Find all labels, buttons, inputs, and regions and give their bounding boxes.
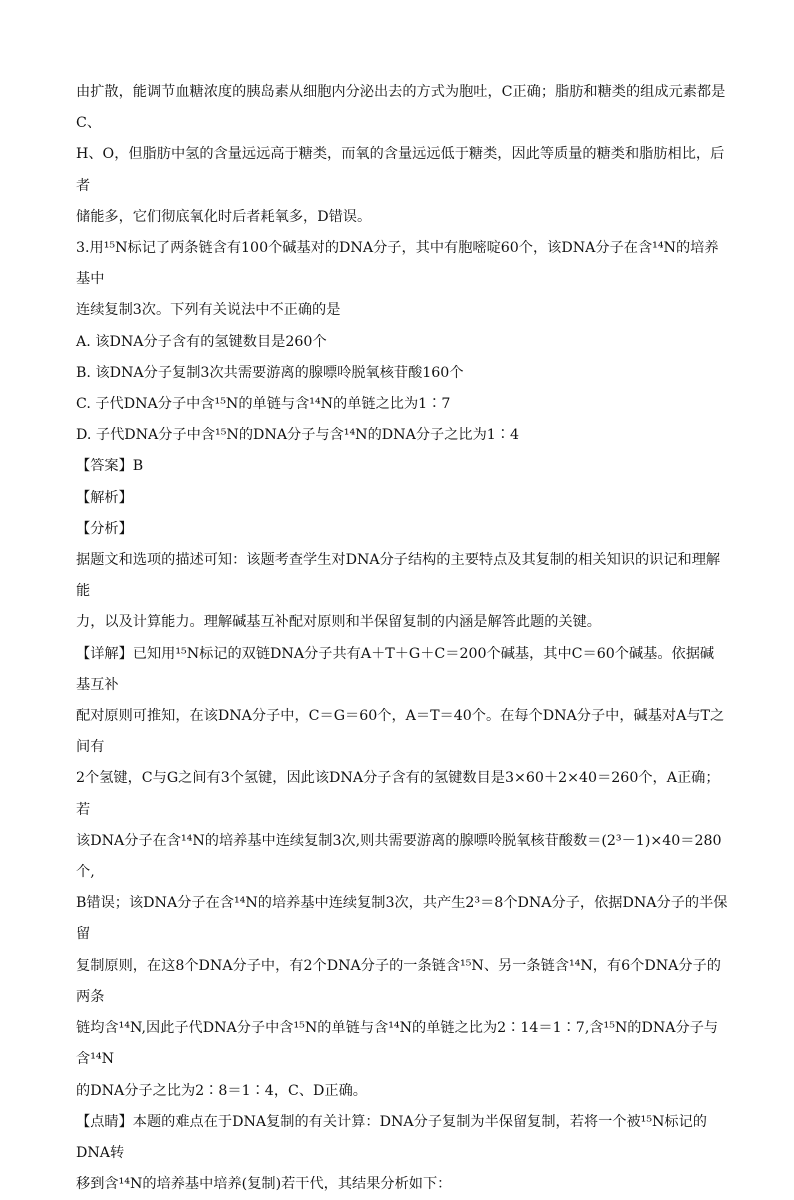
text-line: 由扩散，能调节血糖浓度的胰岛素从细胞内分泌出去的方式为胞吐，C正确；脂肪和糖类的组成元素都是C、 [76,84,726,132]
option-a: A. 该DNA分子含有的氢键数目是260个 [76,333,327,350]
analysis-heading: 【解析】 [76,489,133,506]
text-line: 据题文和选项的描述可知：该题考查学生对DNA分子结构的主要特点及其复制的相关知识的识记和理解能 [76,552,721,600]
question-stem: 连续复制3次。下列有关说法中不正确的是 [76,302,341,319]
text-line: 该DNA分子在含¹⁴N的培养基中连续复制3次,则共需要游离的腺嘌呤脱氧核苷酸数＝(2³－1)×40＝280个, [76,832,722,881]
document-body [76,77,728,1200]
text-line: 2个氢键，C与G之间有3个氢键，因此该DNA分子含有的氢键数目是3×60＋2×40＝260个，A正确；若 [76,770,720,818]
option-d: D. 子代DNA分子中含¹⁵N的DNA分子与含¹⁴N的DNA分子之比为1∶4 [76,427,520,444]
analysis-subheading: 【分析】 [76,520,133,537]
text-line: 储能多，它们彻底氧化时后者耗氧多，D错误。 [76,208,372,225]
detail-line: 【详解】已知用¹⁵N标记的双链DNA分子共有A＋T＋G＋C＝200个碱基，其中C＝60个碱基。依据碱基互补 [76,645,715,693]
text-line: 力，以及计算能力。理解碱基互补配对原则和半保留复制的内涵是解答此题的关键。 [76,614,601,631]
text-line: 链均含¹⁴N,因此子代DNA分子中含¹⁵N的单链与含¹⁴N的单链之比为2∶14＝1∶7,含¹⁵N的DNA分子与含¹⁴N [76,1020,719,1068]
question-stem: 3.用¹⁵N标记了两条链含有100个碱基对的DNA分子，其中有胞嘧啶60个，该DNA分子在含¹⁴N的培养基中 [76,240,719,288]
text-line: 配对原则可推知，在该DNA分子中，C＝G＝60个，A＝T＝40个。在每个DNA分子中，碱基对A与T之间有 [76,708,725,756]
option-b: B. 该DNA分子复制3次共需要游离的腺嘌呤脱氧核苷酸160个 [76,364,464,381]
text-line: 复制原则，在这8个DNA分子中，有2个DNA分子的一条链含¹⁵N、另一条链含¹⁴N，有6个DNA分子的两条 [76,957,721,1005]
option-c: C. 子代DNA分子中含¹⁵N的单链与含¹⁴N的单链之比为1∶7 [76,396,451,413]
text-line: B错误；该DNA分子在含¹⁴N的培养基中连续复制3次，共产生2³＝8个DNA分子，依据DNA分子的半保留 [76,895,728,943]
text-line: 的DNA分子之比为2∶8＝1∶4，C、D正确。 [76,1082,367,1099]
text-line: 移到含¹⁴N的培养基中培养(复制)若干代，其结果分析如下： [76,1176,452,1193]
text-line: H、O，但脂肪中氢的含量远远高于糖类，而氧的含量远远低于糖类，因此等质量的糖类和脂肪相比，后者 [76,146,725,194]
note-line: 【点睛】本题的难点在于DNA复制的有关计算：DNA分子复制为半保留复制，若将一个被¹⁵N标记的DNA转 [76,1113,707,1161]
answer-heading: 【答案】B [76,458,144,475]
